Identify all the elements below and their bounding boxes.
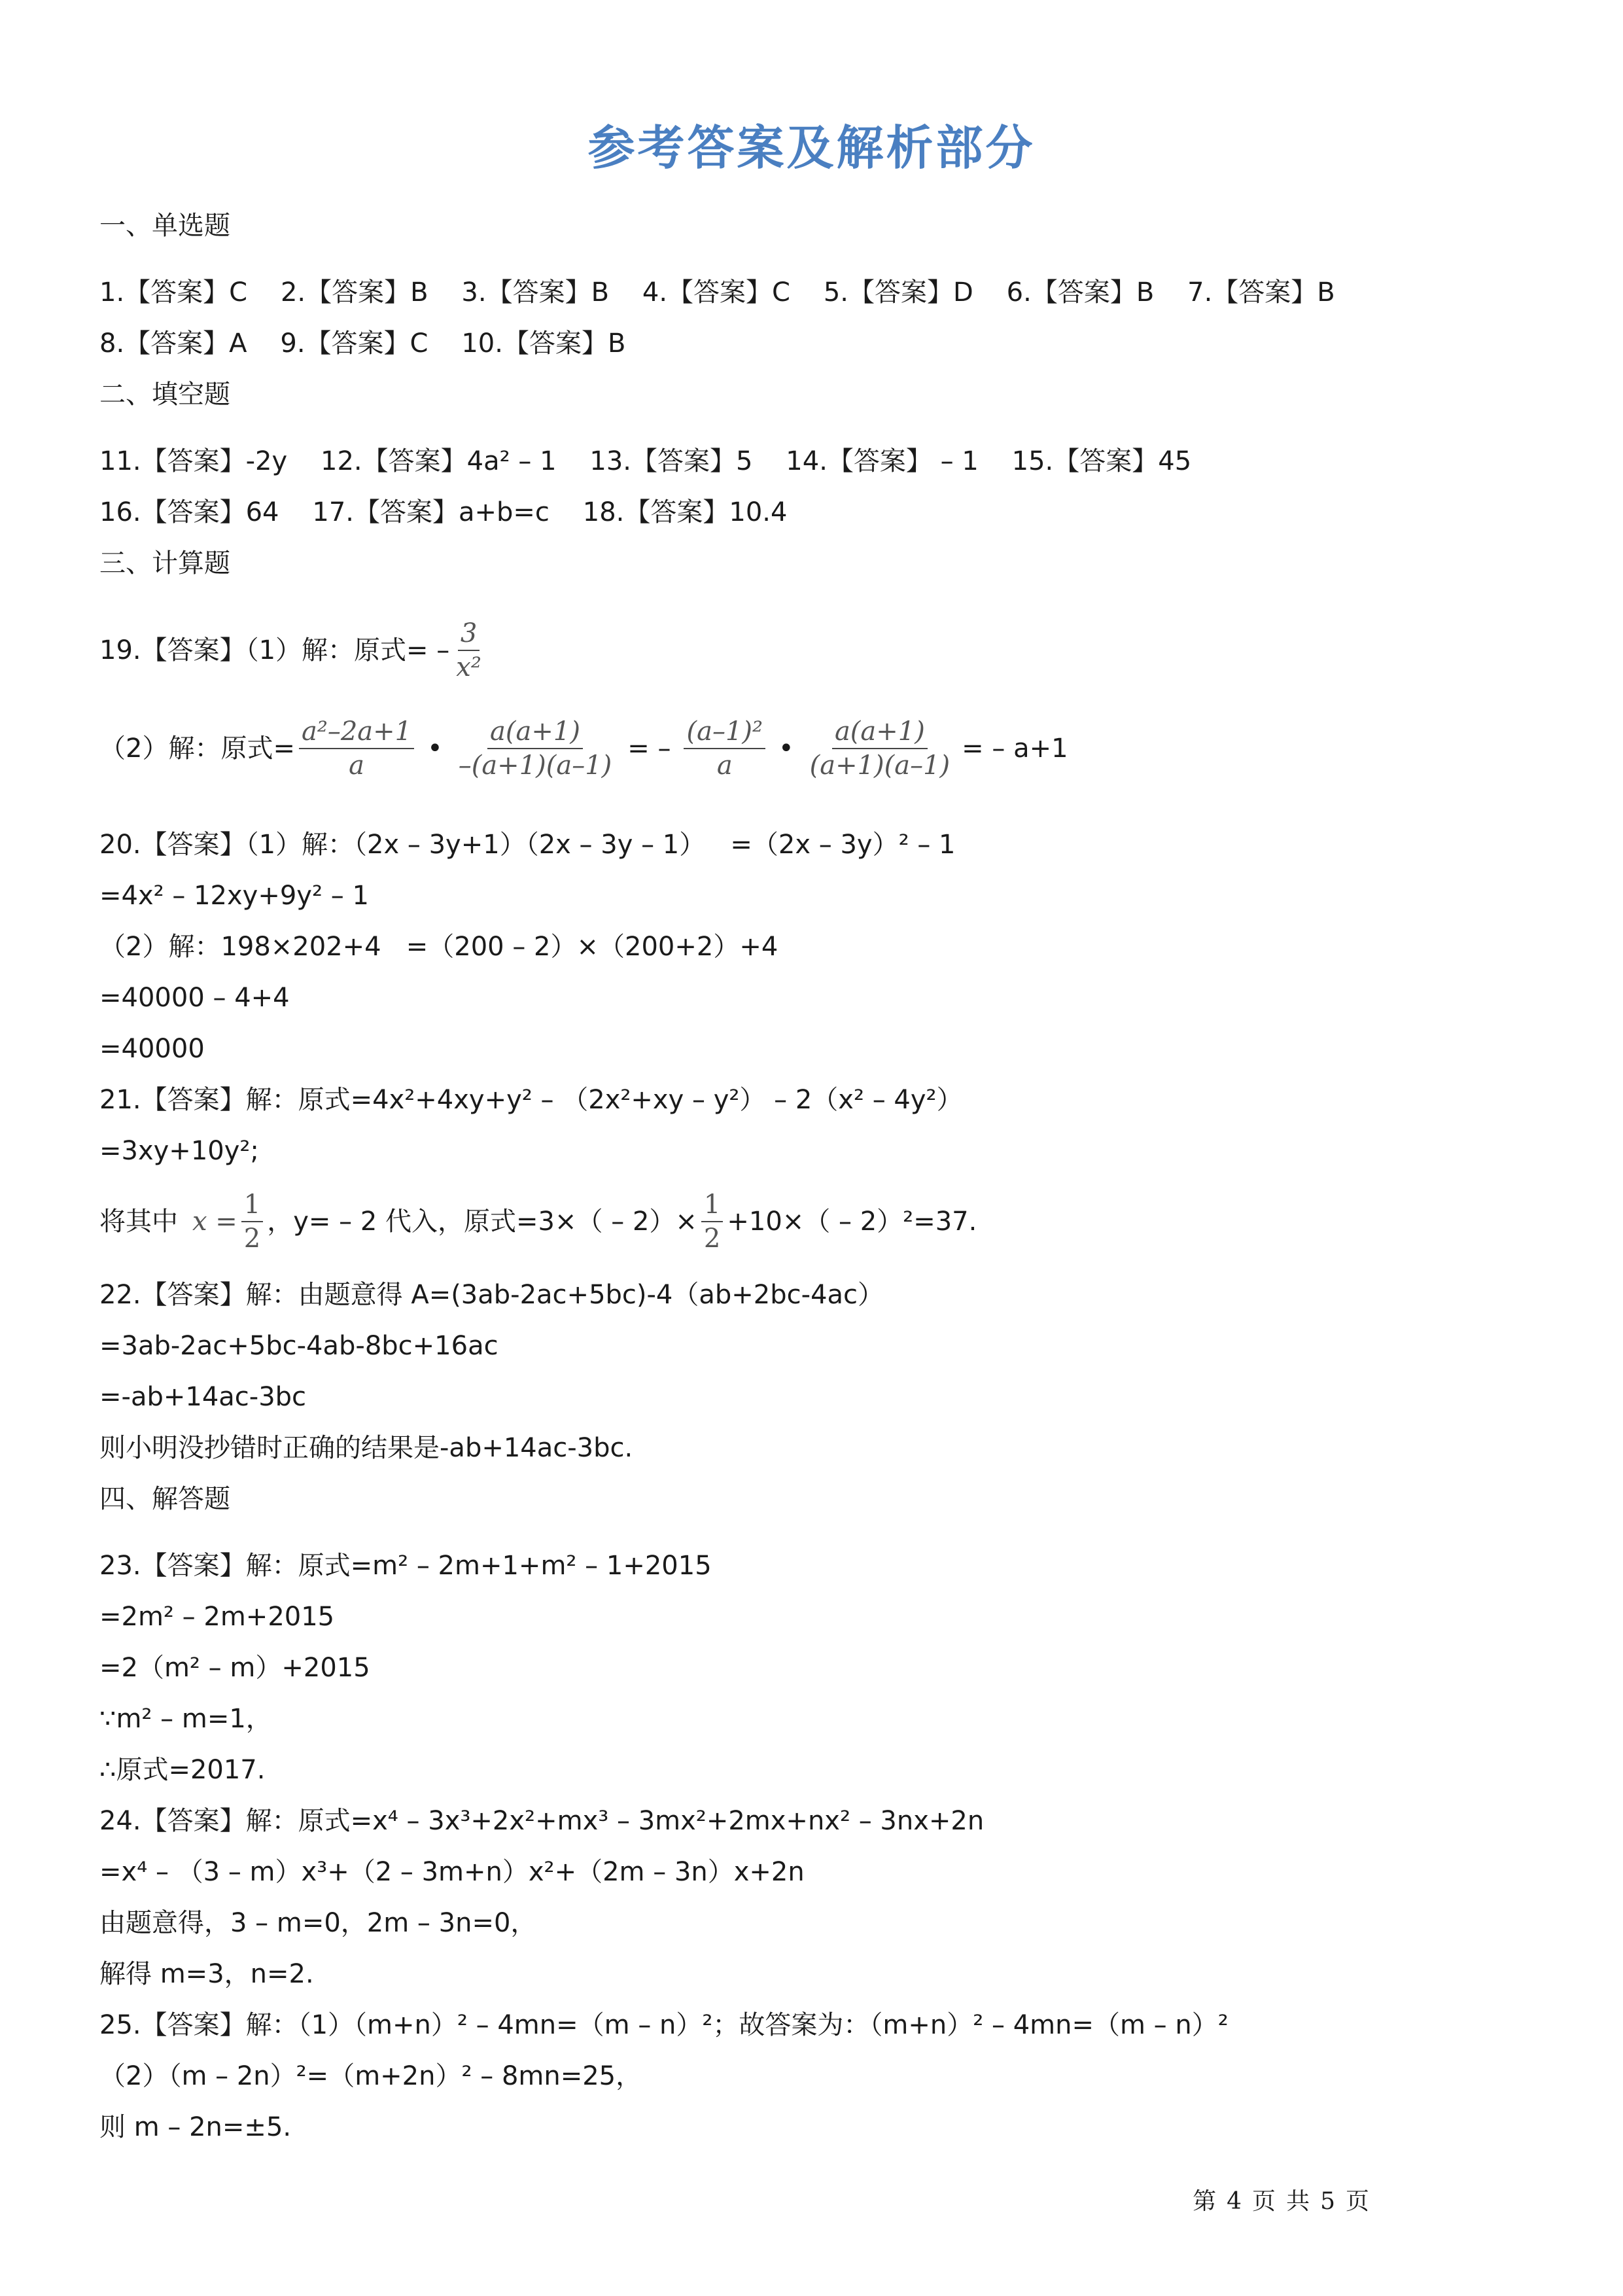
fraction xyxy=(684,716,765,781)
fraction-numerator: a²–2a+1 xyxy=(299,716,414,749)
fraction xyxy=(456,716,615,781)
page-footer xyxy=(1187,2183,1374,2216)
solution-line: 24.【答案】解：原式=x⁴ – 3x³+2x²+mx³ – 3mx²+2mx+nx² – 3nx+2n xyxy=(99,1806,985,1836)
solution-line: =40000 xyxy=(99,1034,205,1064)
fraction-numerator: 1 xyxy=(701,1190,723,1222)
solution-line: 23.【答案】解：原式=m² – 2m+1+m² – 1+2015 xyxy=(99,1551,712,1581)
solution-line: ∵m² – m=1， xyxy=(99,1704,272,1734)
solution-line: 25.【答案】解：（1）（m+n）² – 4mn=（m – n）²；故答案为：（m+n）² – 4mn=（m – n）² xyxy=(99,2010,1229,2040)
fraction-denominator: 2 xyxy=(703,1224,721,1254)
solution-line: 则小明没抄错时正确的结果是-ab+14ac-3bc. xyxy=(99,1433,633,1463)
fraction-numerator: a(a+1) xyxy=(487,716,583,749)
fraction xyxy=(299,716,414,781)
answer-line: 16.【答案】64 17.【答案】a+b=c 18.【答案】10.4 xyxy=(99,497,788,527)
footer-ye: 页 xyxy=(1345,2188,1369,2215)
solution-line: =2m² – 2m+2015 xyxy=(99,1602,335,1632)
section-heading-single-choice: 一、单选题 xyxy=(99,211,230,241)
answer-line: 1.【答案】C 2.【答案】B 3.【答案】B 4.【答案】C 5.【答案】D 6.【答案】B 7.【答案】B xyxy=(99,277,1335,308)
q21-text: ，y= – 2 代入，原式=3×（ – 2）× xyxy=(267,1207,697,1237)
fraction xyxy=(807,716,953,781)
q19-part1 xyxy=(99,618,488,682)
fraction-numerator: a(a+1) xyxy=(832,716,928,749)
solution-line: 则 m – 2n=±5. xyxy=(99,2112,292,2142)
solution-line: ∴原式=2017. xyxy=(99,1755,266,1785)
solution-line: 20.【答案】（1）解：（2x – 3y+1）（2x – 3y – 1） =（2x – 3y）² – 1 xyxy=(99,830,956,860)
solution-line: （2）解：198×202+4 =（200 – 2）×（200+2）+4 xyxy=(99,932,778,962)
answer-line: 11.【答案】-2y 12.【答案】4a² – 1 13.【答案】5 14.【答案】 – 1 15.【答案】45 xyxy=(99,446,1192,476)
q19-part2-text: （2）解：原式= xyxy=(99,733,295,764)
solution-line: =4x² – 12xy+9y² – 1 xyxy=(99,881,369,911)
q21-text: +10×（ – 2）²=37. xyxy=(727,1207,977,1237)
solution-line: =x⁴ – （3 – m）x³+（2 – 3m+n）x²+（2m – 3n）x+2n xyxy=(99,1857,805,1887)
solution-line: 21.【答案】解：原式=4x²+4xy+y² – （2x²+xy – y²） – 2（x² – 4y²） xyxy=(99,1085,963,1115)
fraction-denominator: 2 xyxy=(243,1224,261,1254)
solution-line: =2（m² – m）+2015 xyxy=(99,1653,370,1683)
section-heading-fill-blank: 二、填空题 xyxy=(99,380,230,410)
q19-result: = – a+1 xyxy=(962,733,1068,764)
fraction xyxy=(701,1190,723,1254)
fraction-numerator: 3 xyxy=(458,618,480,651)
fraction xyxy=(453,618,484,682)
q21-text: 将其中 xyxy=(99,1207,178,1237)
total-page-count: 5 xyxy=(1320,2188,1335,2215)
solution-line: =3ab-2ac+5bc-4ab-8bc+16ac xyxy=(99,1331,498,1361)
fraction-denominator: (a+1)(a–1) xyxy=(809,751,951,781)
q21-x-equals: x = xyxy=(192,1207,237,1237)
solution-line: 解得 m=3，n=2. xyxy=(99,1959,314,1989)
fraction-denominator: x² xyxy=(456,652,481,682)
fraction-denominator: –(a+1)(a–1) xyxy=(458,751,612,781)
current-page-number: 4 xyxy=(1227,2188,1242,2215)
q21-substitution-line xyxy=(99,1190,977,1254)
fraction xyxy=(241,1190,263,1254)
equals-minus: = – xyxy=(627,733,671,764)
q19-part1-text: 19.【答案】（1）解：原式= – xyxy=(99,635,450,665)
multiply-dot: • xyxy=(778,733,794,764)
footer-ye: 页 xyxy=(1252,2188,1276,2215)
answer-line: 8.【答案】A 9.【答案】C 10.【答案】B xyxy=(99,328,626,359)
section-heading-calculation: 三、计算题 xyxy=(99,548,230,578)
footer-gong: 共 xyxy=(1286,2188,1310,2215)
fraction-denominator: a xyxy=(716,751,733,781)
solution-line: =40000 – 4+4 xyxy=(99,983,290,1013)
solution-line: =3xy+10y²; xyxy=(99,1136,259,1166)
fraction-numerator: (a–1)² xyxy=(684,716,765,749)
multiply-dot: • xyxy=(427,733,443,764)
q19-part2 xyxy=(99,716,1068,781)
solution-line: =-ab+14ac-3bc xyxy=(99,1382,307,1412)
solution-line: （2）（m – 2n）²=（m+2n）² – 8mn=25， xyxy=(99,2061,642,2091)
fraction-denominator: a xyxy=(349,751,364,781)
solution-line: 由题意得，3 – m=0，2m – 3n=0， xyxy=(99,1908,537,1938)
footer-di: 第 xyxy=(1193,2188,1217,2215)
fraction-numerator: 1 xyxy=(241,1190,263,1222)
section-heading-answer: 四、解答题 xyxy=(99,1484,230,1514)
page-title: 参考答案及解析部分 xyxy=(587,120,1036,175)
solution-line: 22.【答案】解：由题意得 A=(3ab-2ac+5bc)-4（ab+2bc-4ac） xyxy=(99,1280,884,1310)
